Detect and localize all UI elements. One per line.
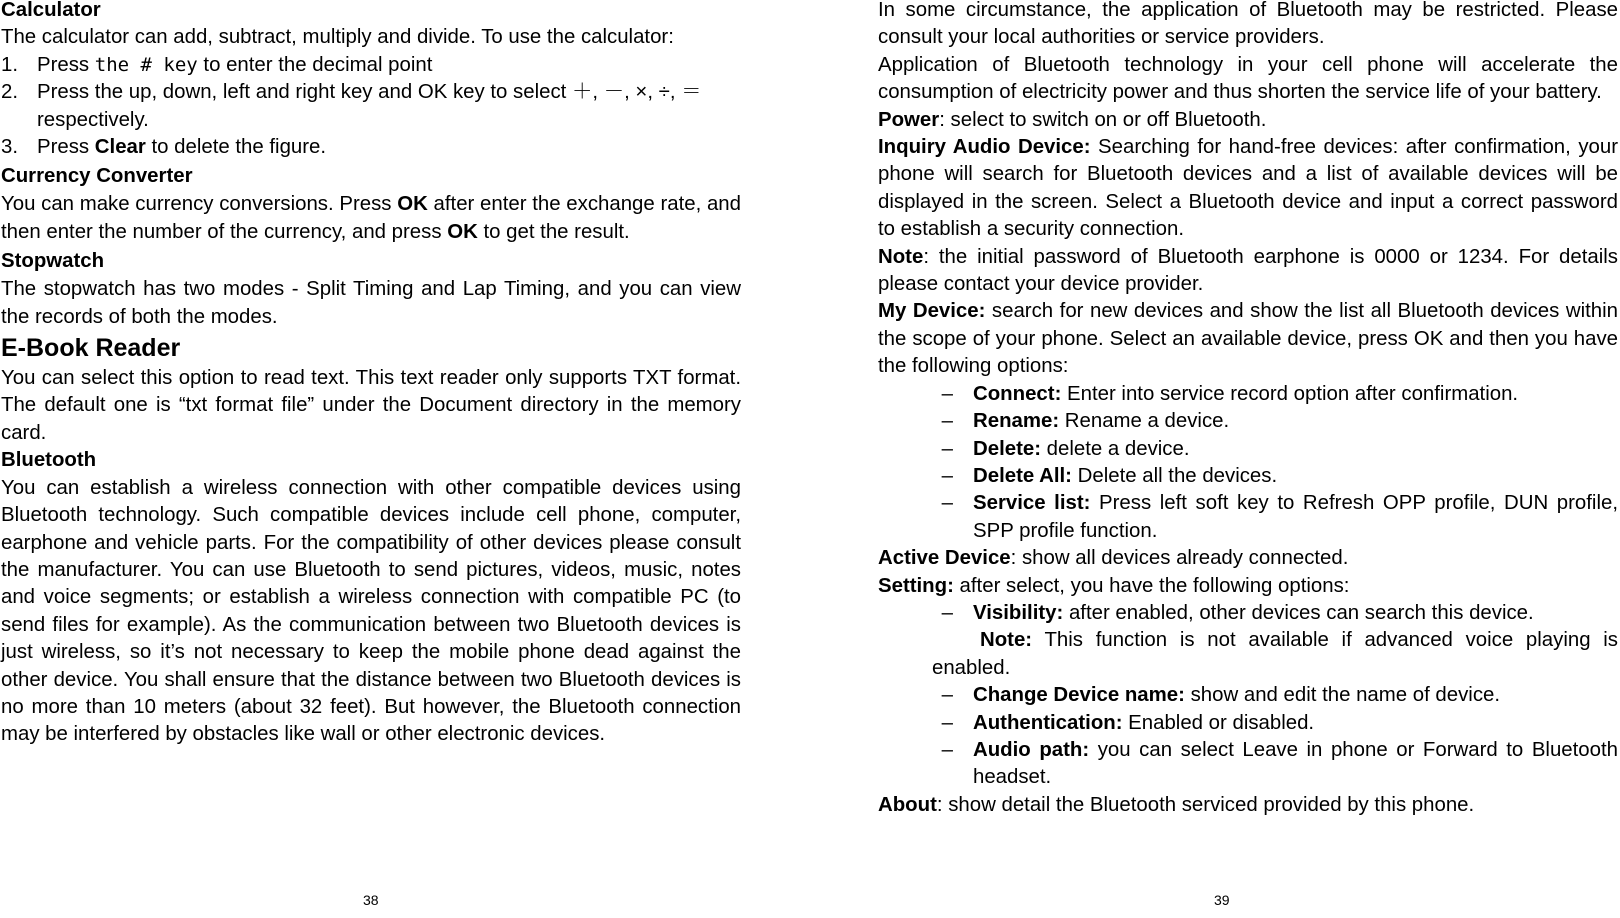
page-number-left: 38 [363,892,379,908]
right-page [878,0,1620,918]
bluetooth-heading: Bluetooth [1,449,97,472]
option-change-device-name: – Change Device name: show and edit the name of device. [941,684,1501,707]
calculator-steps [1,52,741,162]
power-text: Power: select to switch on or off Bluetooth. [878,108,1267,131]
calculator-intro: The calculator can add, subtract, multiply and divide. To use the calculator: [1,26,674,49]
right-column [878,0,1618,819]
calculator-step-2: 2. Press the up, down, left and right key and OK key to select ＋, －, ×, ÷, ＝ respectively. [1,81,702,131]
inquiry-text: Inquiry Audio Device: Searching for hand-free devices: after confirmation, your phone will search for Bluetooth devices and a list of available devices will be displayed in the screen. Select a Bluetooth device and input a correct password to establish a security connection. [878,136,1618,241]
hash-key-label: the # key [94,53,198,76]
bluetooth-text: You can establish a wireless connection with other compatible devices using Bluetooth technology. Such compatible devices include cell phone, computer, earphone and vehicle parts. For the compatibility of other devices please consult the manufacturer. You can use Bluetooth to send pictures, videos, music, notes and voice segments; or establish a wireless connection with compatible PC (to send files for example). As the communication between two Bluetooth devices is just wireless, so it’s not necessary to keep the mobile phone dead against the other device. You shall ensure that the distance between two Bluetooth devices is no more than 10 meters (about 32 feet). But however, the Bluetooth connection may be interfered by obstacles like wall or other electronic devices. [1,476,741,746]
setting-options [878,600,1618,627]
restriction-text: In some circumstance, the application of Bluetooth may be restricted. Please consult your local authorities or service providers. [878,0,1618,49]
left-page [0,0,745,918]
my-device-text: My Device: search for new devices and show the list all Bluetooth devices within the scope of your phone. Select an available device, press OK and then you have the following options: [878,300,1618,378]
option-rename: – Rename: Rename a device. [941,410,1230,433]
calculator-heading: Calculator [1,0,101,21]
calculator-step-1: 1. Press the # key to enter the decimal point [1,53,433,76]
stopwatch-text: The stopwatch has two modes - Split Timing and Lap Timing, and you can view the records of both the modes. [1,278,741,328]
active-device-text: Active Device: show all devices already connected. [878,547,1349,570]
battery-text: Application of Bluetooth technology in your cell phone will accelerate the consumption of electricity power and thus shorten the service life of your battery. [878,53,1618,104]
option-audio-path: – Audio path: you can select Leave in phone or Forward to Bluetooth headset. [941,738,1618,789]
currency-heading: Currency Converter [1,165,193,188]
currency-text: You can make currency conversions. Press OK after enter the exchange rate, and then enter the number of the currency, and press OK to get the result. [1,193,741,243]
option-delete: – Delete: delete a device. [941,437,1190,460]
setting-options-more [878,682,1618,792]
setting-text: Setting: after select, you have the following options: [878,574,1350,597]
page-number-right: 39 [1214,892,1230,908]
calculator-step-3: 3. Press Clear to delete the figure. [1,136,327,159]
option-connect: – Connect: Enter into service record option after confirmation. [941,382,1519,405]
option-authentication: – Authentication: Enabled or disabled. [941,711,1315,734]
ebook-heading: E-Book Reader [1,334,181,363]
about-text: About: show detail the Bluetooth serviced provided by this phone. [878,793,1475,816]
ebook-text: You can select this option to read text. This text reader only supports TXT format. The default one is “txt format file” under the Document directory in the memory card. [1,367,741,444]
left-column [1,0,741,749]
note-text: Note: the initial password of Bluetooth earphone is 0000 or 1234. For details please contact your device provider. [878,245,1618,296]
visibility-note: Note: This function is not available if advanced voice playing is enabled. [932,629,1618,679]
my-device-options [878,381,1618,545]
option-visibility: – Visibility: after enabled, other devices can search this device. [941,601,1534,624]
option-service-list: – Service list: Press left soft key to Refresh OPP profile, DUN profile, SPP profile function. [941,492,1619,542]
stopwatch-heading: Stopwatch [1,250,105,273]
option-delete-all: – Delete All: Delete all the devices. [941,464,1278,487]
